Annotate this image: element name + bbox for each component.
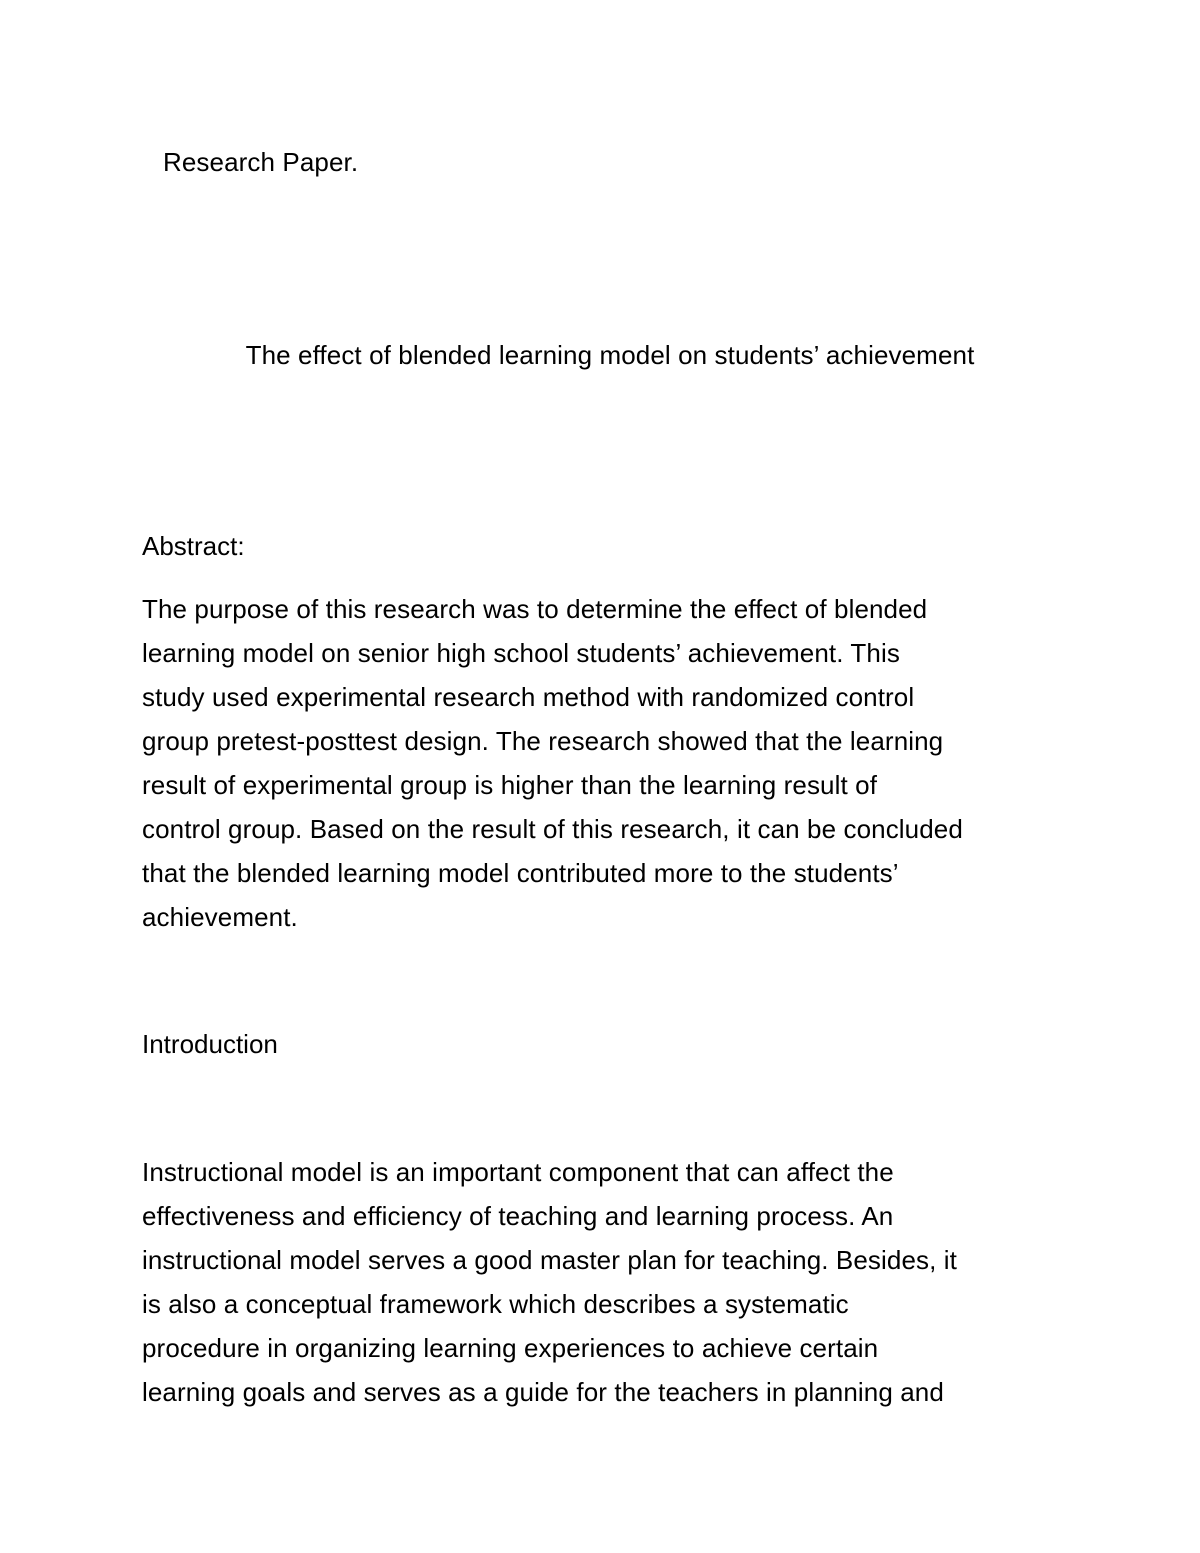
- abstract-line: achievement.: [142, 902, 298, 932]
- abstract-line: result of experimental group is higher than the learning result of: [142, 770, 878, 800]
- abstract-paragraph: [142, 587, 1082, 939]
- introduction-line: learning goals and serves as a guide for the teachers in planning and: [142, 1377, 944, 1407]
- paper-title: The effect of blended learning model on students’ achievement: [245, 340, 975, 370]
- abstract-line: study used experimental research method with randomized control: [142, 682, 915, 712]
- introduction-line: Instructional model is an important component that can affect the: [142, 1157, 894, 1187]
- abstract-line: learning model on senior high school students’ achievement. This: [142, 638, 900, 668]
- introduction-heading: Introduction: [142, 1029, 278, 1059]
- abstract-line: group pretest-posttest design. The research showed that the learning: [142, 726, 944, 756]
- introduction-line: is also a conceptual framework which describes a systematic: [142, 1289, 849, 1319]
- introduction-line: instructional model serves a good master plan for teaching. Besides, it: [142, 1245, 957, 1275]
- abstract-line: control group. Based on the result of this research, it can be concluded: [142, 814, 963, 844]
- introduction-line: effectiveness and efficiency of teaching and learning process. An: [142, 1201, 894, 1231]
- introduction-line: procedure in organizing learning experiences to achieve certain: [142, 1333, 879, 1363]
- abstract-heading: Abstract:: [142, 531, 245, 561]
- document-label: Research Paper.: [163, 147, 359, 177]
- introduction-paragraph: [142, 1150, 1082, 1414]
- abstract-line: that the blended learning model contributed more to the students’: [142, 858, 899, 888]
- abstract-line: The purpose of this research was to determine the effect of blended: [142, 594, 928, 624]
